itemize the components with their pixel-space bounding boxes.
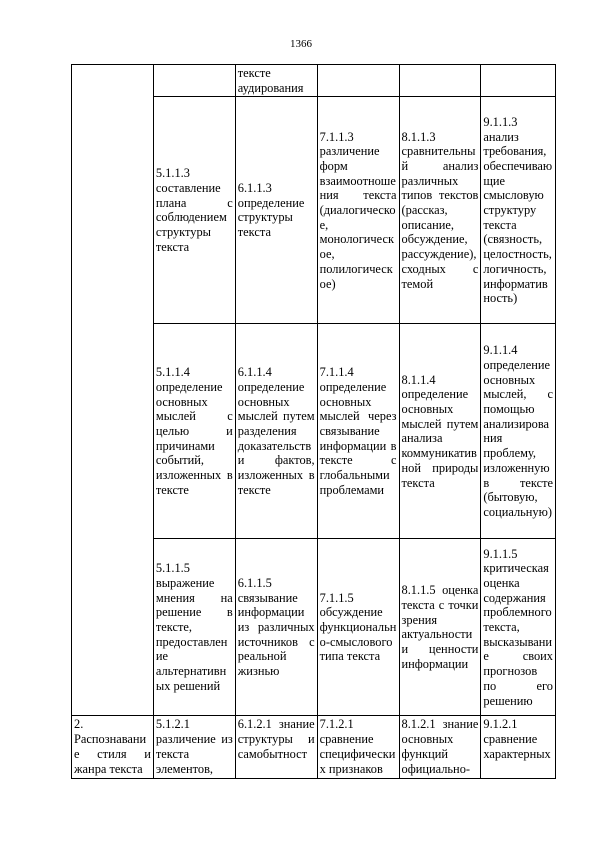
table-cell: [72, 65, 154, 716]
table-cell: 9.1.2.1 сравнение характерных: [481, 716, 556, 779]
table-row: [72, 716, 556, 779]
table-cell: [153, 65, 235, 97]
table-cell: [399, 65, 481, 97]
table-cell: 5.1.1.5 выражение мнения на решение в тексте, предоставление альтернативных решений: [153, 539, 235, 716]
table-cell: 2. Распознавание стиля и жанра текста: [72, 716, 154, 779]
table-cell: 6.1.1.4 определение основных мыслей путем разделения доказательств и фактов, изложенных в тексте: [235, 324, 317, 539]
table-cell: 9.1.1.5 критическая оценка содержания проблемного текста, высказывание своих прогнозов по его решению: [481, 539, 556, 716]
table-cell: 8.1.2.1 знание основных функций официально-: [399, 716, 481, 779]
table-cell: 9.1.1.4 определение основных мыслей, с помощью анализирования проблему, изложенную в тексте (бытовую, социальную): [481, 324, 556, 539]
table-cell: 7.1.1.5 обсуждение функционально-смыслового типа текста: [317, 539, 399, 716]
table-row: [72, 65, 556, 97]
table-cell: 8.1.1.5 оценка текста с точки зрения актуальности и ценности информации: [399, 539, 481, 716]
page-number: 1366: [290, 38, 312, 50]
table-cell: 6.1.1.3 определение структуры текста: [235, 97, 317, 324]
table-cell: 7.1.1.4 определение основных мыслей через связывание информации в тексте с глобальными проблемами: [317, 324, 399, 539]
table-cell: 6.1.1.5 связывание информации из различных источников с реальной жизнью: [235, 539, 317, 716]
table-cell: 8.1.1.4 определение основных мыслей путем анализа коммуникативной природы текста: [399, 324, 481, 539]
table-cell: 8.1.1.3 сравнительный анализ различных типов текстов (рассказ, описание, обсуждение, рассуждение), сходных с темой: [399, 97, 481, 324]
table-cell: 7.1.1.3 различение форм взаимоотношения текста (диалогическое, монологическое, полилогическое): [317, 97, 399, 324]
table-cell: 6.1.2.1 знание структуры и самобытност: [235, 716, 317, 779]
table-cell: 7.1.2.1 сравнение специфических признаков: [317, 716, 399, 779]
table-cell: 5.1.1.3 составление плана с соблюдением структуры текста: [153, 97, 235, 324]
curriculum-table: [71, 64, 556, 779]
table-cell: 5.1.2.1 различение из текста элементов,: [153, 716, 235, 779]
table-cell: 9.1.1.3 анализ требования, обеспечивающие смысловую структуру текста (связность, целостность, логичность, информативность): [481, 97, 556, 324]
table-cell: тексте аудирования: [235, 65, 317, 97]
table-cell: 5.1.1.4 определение основных мыслей с целью и причинами событий, изложенных в тексте: [153, 324, 235, 539]
table-cell: [317, 65, 399, 97]
table-cell: [481, 65, 556, 97]
